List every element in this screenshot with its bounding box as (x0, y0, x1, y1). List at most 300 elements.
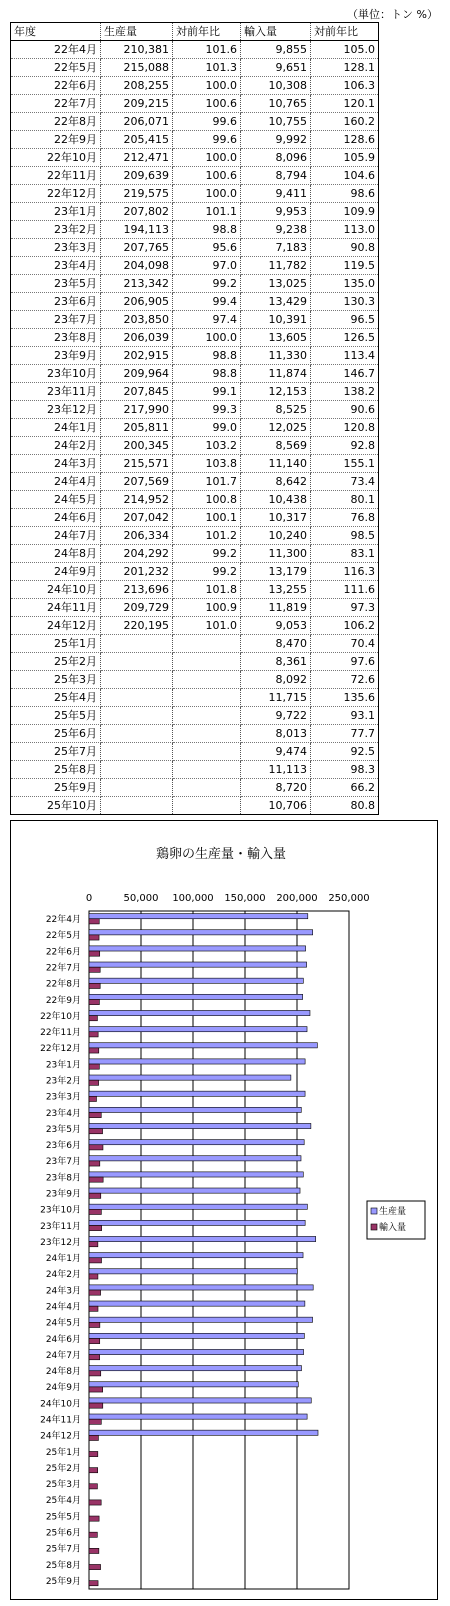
table-cell: 25年9月 (11, 779, 101, 797)
table-cell: 92.5 (311, 743, 379, 761)
y-tick-label: 23年10月 (40, 1205, 81, 1216)
table-cell (173, 671, 241, 689)
table-row (11, 689, 379, 707)
table-cell: 205,415 (101, 131, 173, 149)
bar-import (89, 1209, 101, 1214)
table-cell: 66.2 (311, 779, 379, 797)
bar-import (89, 1548, 99, 1553)
table-cell: 23年3月 (11, 239, 101, 257)
table-cell: 194,113 (101, 221, 173, 239)
table-cell: 24年9月 (11, 563, 101, 581)
bar-import (89, 1080, 99, 1085)
table-row (11, 149, 379, 167)
table-cell: 25年3月 (11, 671, 101, 689)
y-tick-label: 23年4月 (45, 1108, 81, 1119)
bar-production (89, 1253, 303, 1258)
table-cell: 22年9月 (11, 131, 101, 149)
table-cell: 24年7月 (11, 527, 101, 545)
table-cell: 11,140 (241, 455, 311, 473)
bar-production (89, 1043, 317, 1048)
table-cell (101, 671, 173, 689)
y-tick-label: 22年9月 (45, 995, 81, 1006)
table-cell: 25年10月 (11, 797, 101, 815)
table-cell: 207,802 (101, 203, 173, 221)
y-tick-label: 24年12月 (40, 1431, 81, 1442)
table-cell: 73.4 (311, 473, 379, 491)
bar-production (89, 1188, 300, 1193)
table-row (11, 329, 379, 347)
table-cell: 101.6 (173, 41, 241, 59)
bar-import (89, 1258, 102, 1263)
table-cell: 9,053 (241, 617, 311, 635)
bar-production (89, 1398, 311, 1403)
bar-import (89, 1290, 101, 1295)
table-cell: 104.6 (311, 167, 379, 185)
table-cell: 25年1月 (11, 635, 101, 653)
table-cell (101, 761, 173, 779)
y-tick-label: 25年8月 (45, 1560, 81, 1571)
bar-import (89, 1177, 103, 1182)
table-cell: 9,238 (241, 221, 311, 239)
table-row (11, 725, 379, 743)
table-cell: 101.7 (173, 473, 241, 491)
table-cell: 209,729 (101, 599, 173, 617)
table-row (11, 77, 379, 95)
table-cell: 8,720 (241, 779, 311, 797)
y-tick-label: 23年7月 (45, 1157, 81, 1168)
table-cell: 207,569 (101, 473, 173, 491)
table-cell (101, 653, 173, 671)
y-tick-label: 25年7月 (45, 1544, 81, 1555)
table-cell: 126.5 (311, 329, 379, 347)
x-tick-label: 0 (85, 893, 93, 904)
table-row (11, 545, 379, 563)
table-cell: 72.6 (311, 671, 379, 689)
table-cell: 10,317 (241, 509, 311, 527)
bar-import (89, 1225, 102, 1230)
bar-import (89, 1016, 97, 1021)
bar-import (89, 1096, 96, 1101)
bar-production (89, 1301, 305, 1306)
table-cell: 13,179 (241, 563, 311, 581)
y-tick-label: 23年3月 (45, 1092, 81, 1103)
table-cell: 99.4 (173, 293, 241, 311)
table-cell: 99.3 (173, 401, 241, 419)
table-cell: 205,811 (101, 419, 173, 437)
table-row (11, 581, 379, 599)
bar-import (89, 967, 100, 972)
table-cell: 219,575 (101, 185, 173, 203)
table-cell (173, 779, 241, 797)
table-cell: 9,855 (241, 41, 311, 59)
table-cell: 101.2 (173, 527, 241, 545)
table-cell: 90.8 (311, 239, 379, 257)
table-cell: 23年5月 (11, 275, 101, 293)
table-cell: 24年3月 (11, 455, 101, 473)
table-row (11, 95, 379, 113)
table-cell: 23年10月 (11, 365, 101, 383)
bar-production (89, 946, 306, 951)
legend-swatch (371, 1208, 377, 1214)
y-tick-label: 23年2月 (45, 1076, 81, 1087)
y-tick-label: 23年12月 (40, 1237, 81, 1248)
bar-production (89, 994, 303, 999)
bar-import (89, 1161, 100, 1166)
table-cell: 9,474 (241, 743, 311, 761)
table-cell: 23年1月 (11, 203, 101, 221)
table-cell: 25年6月 (11, 725, 101, 743)
table-cell: 23年11月 (11, 383, 101, 401)
table-cell: 23年6月 (11, 293, 101, 311)
table-row (11, 563, 379, 581)
table-cell: 8,092 (241, 671, 311, 689)
y-tick-label: 24年1月 (45, 1254, 81, 1265)
bar-import (89, 1274, 98, 1279)
y-tick-label: 23年5月 (45, 1124, 81, 1135)
table-cell: 8,361 (241, 653, 311, 671)
table-cell: 213,696 (101, 581, 173, 599)
table-cell: 100.8 (173, 491, 241, 509)
bar-production (89, 914, 308, 919)
bar-import (89, 1419, 101, 1424)
table-cell: 8,470 (241, 635, 311, 653)
table-cell: 10,706 (241, 797, 311, 815)
table-cell: 135.0 (311, 275, 379, 293)
table-cell: 98.8 (173, 221, 241, 239)
table-cell: 92.8 (311, 437, 379, 455)
table-cell: 7,183 (241, 239, 311, 257)
bar-import (89, 999, 99, 1004)
table-header-cell: 生産量 (101, 23, 173, 41)
table-cell: 23年8月 (11, 329, 101, 347)
table-cell: 23年12月 (11, 401, 101, 419)
bar-production (89, 1285, 313, 1290)
table-cell: 97.0 (173, 257, 241, 275)
table-row (11, 509, 379, 527)
table-cell: 100.0 (173, 185, 241, 203)
table-cell: 90.6 (311, 401, 379, 419)
table-cell (101, 797, 173, 815)
table-cell: 101.3 (173, 59, 241, 77)
unit-label: （単位：トン %） (347, 8, 438, 21)
bar-import (89, 1532, 97, 1537)
table-cell: 98.8 (173, 365, 241, 383)
y-tick-label: 25年3月 (45, 1480, 81, 1491)
table-cell: 24年5月 (11, 491, 101, 509)
table-cell: 13,605 (241, 329, 311, 347)
bar-import (89, 1242, 98, 1247)
y-tick-label: 24年2月 (45, 1270, 81, 1281)
table-cell: 101.1 (173, 203, 241, 221)
table-cell: 116.3 (311, 563, 379, 581)
y-tick-label: 23年9月 (45, 1189, 81, 1200)
table-cell: 8,013 (241, 725, 311, 743)
bar-import (89, 1468, 98, 1473)
table-cell: 24年4月 (11, 473, 101, 491)
y-tick-label: 22年10月 (40, 1011, 81, 1022)
table-header-cell: 年度 (11, 23, 101, 41)
table-cell: 101.8 (173, 581, 241, 599)
bar-production (89, 1107, 301, 1112)
table-cell: 155.1 (311, 455, 379, 473)
table-cell: 25年5月 (11, 707, 101, 725)
table-cell: 24年1月 (11, 419, 101, 437)
table-cell: 10,438 (241, 491, 311, 509)
bar-production (89, 1430, 318, 1435)
table-cell: 22年4月 (11, 41, 101, 59)
table-cell: 135.6 (311, 689, 379, 707)
table-cell: 10,308 (241, 77, 311, 95)
legend-label: 生産量 (379, 1207, 407, 1217)
table-row (11, 239, 379, 257)
table-cell: 209,639 (101, 167, 173, 185)
table-cell: 213,342 (101, 275, 173, 293)
table-cell (173, 689, 241, 707)
table-cell: 106.2 (311, 617, 379, 635)
bar-production (89, 1172, 303, 1177)
table-cell: 215,571 (101, 455, 173, 473)
table-cell (101, 779, 173, 797)
y-tick-label: 24年11月 (40, 1415, 81, 1426)
bar-import (89, 1451, 98, 1456)
bar-production (89, 1349, 304, 1354)
table-cell (173, 725, 241, 743)
y-tick-label: 24年8月 (45, 1367, 81, 1378)
bar-import (89, 1581, 98, 1586)
table-cell: 204,098 (101, 257, 173, 275)
table-cell: 100.0 (173, 77, 241, 95)
bar-production (89, 1382, 298, 1387)
table-row (11, 167, 379, 185)
bar-import (89, 1355, 100, 1360)
table-cell: 11,819 (241, 599, 311, 617)
table-cell: 9,651 (241, 59, 311, 77)
bar-import (89, 1048, 99, 1053)
bar-production (89, 1156, 301, 1161)
table-cell: 11,113 (241, 761, 311, 779)
table-cell: 120.8 (311, 419, 379, 437)
table-cell: 106.3 (311, 77, 379, 95)
bar-production (89, 1317, 313, 1322)
table-cell: 103.2 (173, 437, 241, 455)
table-cell: 10,765 (241, 95, 311, 113)
table-cell: 207,765 (101, 239, 173, 257)
y-tick-label: 24年7月 (45, 1350, 81, 1361)
table-row (11, 761, 379, 779)
y-tick-label: 24年9月 (45, 1383, 81, 1394)
y-tick-label: 23年11月 (40, 1221, 81, 1232)
table-cell: 23年4月 (11, 257, 101, 275)
table-cell: 100.6 (173, 167, 241, 185)
table-cell: 93.1 (311, 707, 379, 725)
legend-swatch (371, 1224, 377, 1230)
table-row (11, 743, 379, 761)
table-cell: 12,025 (241, 419, 311, 437)
table-cell: 25年2月 (11, 653, 101, 671)
y-tick-label: 23年6月 (45, 1141, 81, 1152)
table-cell: 119.5 (311, 257, 379, 275)
table-cell (101, 707, 173, 725)
bar-production (89, 1075, 291, 1080)
table-cell: 22年12月 (11, 185, 101, 203)
bar-production (89, 930, 313, 935)
bar-production (89, 1414, 307, 1419)
bar-import (89, 1145, 103, 1150)
y-tick-label: 25年1月 (45, 1447, 81, 1458)
y-tick-label: 22年4月 (45, 915, 81, 926)
table-cell: 206,334 (101, 527, 173, 545)
table-cell: 11,330 (241, 347, 311, 365)
table-cell: 9,411 (241, 185, 311, 203)
table-cell: 160.2 (311, 113, 379, 131)
table-row (11, 527, 379, 545)
table-cell: 22年7月 (11, 95, 101, 113)
table-cell: 138.2 (311, 383, 379, 401)
table-row (11, 257, 379, 275)
table-row (11, 635, 379, 653)
y-tick-label: 22年12月 (40, 1044, 81, 1055)
table-cell: 97.6 (311, 653, 379, 671)
x-tick-label: 150,000 (224, 893, 266, 904)
y-tick-label: 22年7月 (45, 963, 81, 974)
y-tick-label: 25年9月 (45, 1576, 81, 1587)
table-cell: 98.8 (173, 347, 241, 365)
bar-import (89, 1129, 103, 1134)
table-cell: 97.4 (173, 311, 241, 329)
table-cell: 101.0 (173, 617, 241, 635)
table-cell: 100.0 (173, 149, 241, 167)
table-row (11, 617, 379, 635)
table-cell: 83.1 (311, 545, 379, 563)
table-cell: 200,345 (101, 437, 173, 455)
table-cell: 22年10月 (11, 149, 101, 167)
table-cell: 10,755 (241, 113, 311, 131)
bar-import (89, 1516, 99, 1521)
table-row (11, 491, 379, 509)
table-cell: 204,292 (101, 545, 173, 563)
table-cell: 8,569 (241, 437, 311, 455)
bar-production (89, 1140, 304, 1145)
table-header-cell: 対前年比 (311, 23, 379, 41)
table-row (11, 455, 379, 473)
bar-production (89, 1091, 305, 1096)
table-cell: 9,722 (241, 707, 311, 725)
table-row (11, 419, 379, 437)
bar-import (89, 1338, 100, 1343)
table-row (11, 707, 379, 725)
table-cell: 24年12月 (11, 617, 101, 635)
table-cell: 24年2月 (11, 437, 101, 455)
table-cell: 10,391 (241, 311, 311, 329)
table-cell: 70.4 (311, 635, 379, 653)
table-cell: 25年7月 (11, 743, 101, 761)
y-tick-label: 24年10月 (40, 1399, 81, 1410)
table-row (11, 275, 379, 293)
table-cell: 130.3 (311, 293, 379, 311)
bar-import (89, 983, 100, 988)
table-row (11, 311, 379, 329)
table-cell: 98.5 (311, 527, 379, 545)
bar-import (89, 1403, 103, 1408)
y-tick-label: 22年6月 (45, 947, 81, 958)
table-cell (101, 635, 173, 653)
table-row (11, 113, 379, 131)
table-cell: 25年4月 (11, 689, 101, 707)
table-cell: 99.1 (173, 383, 241, 401)
bar-import (89, 1064, 99, 1069)
table-cell: 208,255 (101, 77, 173, 95)
table-cell: 202,915 (101, 347, 173, 365)
table-cell: 215,088 (101, 59, 173, 77)
table-cell: 80.1 (311, 491, 379, 509)
table-cell (173, 707, 241, 725)
y-tick-label: 24年6月 (45, 1334, 81, 1345)
table-cell: 207,042 (101, 509, 173, 527)
table-cell: 8,794 (241, 167, 311, 185)
table-cell (101, 743, 173, 761)
bar-production (89, 978, 303, 983)
table-row (11, 185, 379, 203)
table-header-cell: 対前年比 (173, 23, 241, 41)
table-cell: 8,525 (241, 401, 311, 419)
table-cell: 77.7 (311, 725, 379, 743)
table-cell: 99.6 (173, 113, 241, 131)
table-cell: 13,429 (241, 293, 311, 311)
y-tick-label: 24年4月 (45, 1302, 81, 1313)
chart-title: 鶏卵の生産量・輸入量 (155, 847, 287, 862)
table-cell: 98.3 (311, 761, 379, 779)
bar-production (89, 1236, 316, 1241)
table-row (11, 347, 379, 365)
table-header-cell: 輸入量 (241, 23, 311, 41)
y-tick-label: 25年5月 (45, 1512, 81, 1523)
table-cell (101, 725, 173, 743)
bar-production (89, 1333, 304, 1338)
table-cell: 212,471 (101, 149, 173, 167)
table-header-row (11, 23, 379, 41)
bar-import (89, 1322, 100, 1327)
table-row (11, 365, 379, 383)
bar-import (89, 1112, 101, 1117)
table-row (11, 383, 379, 401)
table-cell: 97.3 (311, 599, 379, 617)
table-cell: 13,025 (241, 275, 311, 293)
table-cell: 98.6 (311, 185, 379, 203)
y-tick-label: 25年6月 (45, 1528, 81, 1539)
table-cell: 209,215 (101, 95, 173, 113)
table-cell: 99.2 (173, 275, 241, 293)
table-cell: 105.9 (311, 149, 379, 167)
table-cell: 214,952 (101, 491, 173, 509)
bar-production (89, 1269, 297, 1274)
x-tick-label: 250,000 (328, 893, 370, 904)
bar-production (89, 1027, 307, 1032)
bar-import (89, 935, 99, 940)
bar-import (89, 951, 100, 956)
x-tick-label: 100,000 (172, 893, 214, 904)
bar-import (89, 1387, 103, 1392)
table-cell: 24年8月 (11, 545, 101, 563)
table-row (11, 653, 379, 671)
y-tick-label: 22年5月 (45, 931, 81, 942)
table-cell: 23年2月 (11, 221, 101, 239)
bar-import (89, 1371, 101, 1376)
bar-import (89, 1032, 98, 1037)
table-cell: 128.6 (311, 131, 379, 149)
table-cell: 217,990 (101, 401, 173, 419)
table-cell: 25年8月 (11, 761, 101, 779)
table-cell (101, 689, 173, 707)
